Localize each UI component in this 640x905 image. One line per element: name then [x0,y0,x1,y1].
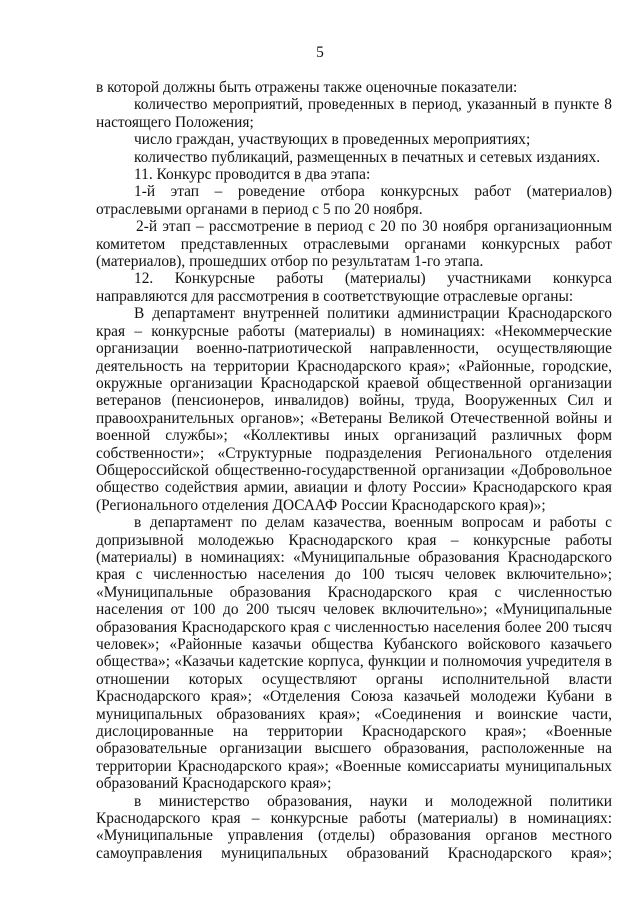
paragraph-stage-1: 1-й этап – роведение отбора конкурсных работ (материалов) отраслевыми органами в период с 5 по 20 ноября. [96,183,612,218]
paragraph-intro: в которой должны быть отражены также оценочные показатели: [96,79,518,96]
paragraph-indicator-citizens: число граждан, участвующих в проведенных мероприятиях; [134,131,531,149]
document-body [96,79,612,862]
paragraph-stage-2: 2-й этап – рассмотрение в период с 20 по 30 ноября организационным комитетом представленных отраслевыми органами конкурсных работ (материалов), прошедших отбор по результатам 1-го этапа. [96,218,612,271]
page-number: 5 [316,44,324,61]
paragraph-item-11: 11. Конкурс проводится в два этапа: [134,166,371,184]
paragraph-education-ministry: в министерство образования, науки и молодежной политики Краснодарского края – конкурсные работы (материалы) в номинациях: «Муниципальные управления (отделы) образования органов местного самоуправления муниципальных образований Краснодарского края»; [96,792,612,862]
paragraph-indicator-publications: количество публикаций, размещенных в печатных и сетевых изданиях. [134,148,601,166]
paragraph-cossack-affairs-department: в департамент по делам казачества, военным вопросам и работы с допризывной молодежью Краснодарского края – конкурсные работы (материалы) в номинациях: «Муниципальные образования Краснодарского края с численностью населения до 100 тысяч человек включительно»; «Муниципальные образования Краснодарского края с численностью населения от 100 до 200 тысяч человек включительно»; «Муниципальные образования Краснодарского края с численностью населения более 200 тысяч человек»; «Районные казачьи общества Кубанского войскового казачьего общества»; «Казачьи кадетские корпуса, функции и полномочия учредителя в отношении которых осуществляют органы исполнительной власти Краснодарского края»; «Отделения Союза казачьей молодежи Кубани в муниципальных образованиях края»; «Соединения и воинские части, дислоцированные на территории Краснодарского края»; «Военные образовательные организации высшего образования, расположенные на территории Краснодарского края»; «Военные комиссариаты муниципальных образований Краснодарского края»; [96,514,612,793]
paragraph-indicator-events: количество мероприятий, проведенных в период, указанный в пункте 8 настоящего Положения; [96,96,612,131]
paragraph-internal-policy-department: В департамент внутренней политики администрации Краснодарского края – конкурсные работы (материалы) в номинациях: «Некоммерческие организации военно-патриотической направленности, осуществляющие деятельность на территории Краснодарского края»; «Районные, городские, окружные организации Краснодарской краевой общественной организации ветеранов (пенсионеров, инвалидов) войны, труда, Вооруженных Сил и правоохранительных органов»; «Ветераны Великой Отечественной войны и военной службы»; «Коллективы иных организаций различных форм собственности»; «Структурные подразделения Регионального отделения Общероссийской общественно-государственной организации «Добровольное общество содействия армии, авиации и флоту России» Краснодарского края (Регионального отделения ДОСААФ России Краснодарского края)»; [96,305,612,514]
paragraph-item-12: 12. Конкурсные работы (материалы) участниками конкурса направляются для рассмотрения в соответствующие отраслевые органы: [96,270,612,305]
